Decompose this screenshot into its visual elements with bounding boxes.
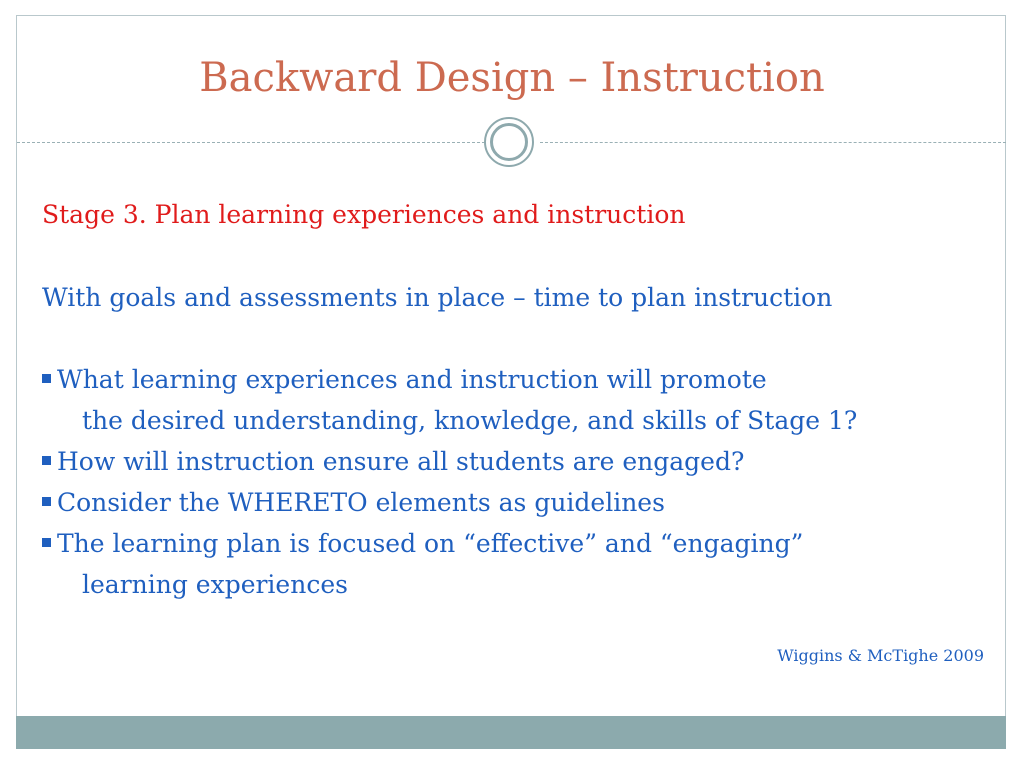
square-bullet-icon — [42, 538, 51, 547]
title-divider-left — [17, 142, 485, 143]
footer-accent-bar — [16, 716, 1006, 749]
bullet-item — [42, 482, 1002, 523]
bullet-item — [42, 359, 1002, 441]
bullet-text-continuation: learning experiences — [82, 570, 348, 599]
square-bullet-icon — [42, 497, 51, 506]
slide-title: Backward Design – Instruction — [199, 55, 825, 101]
square-bullet-icon — [42, 456, 51, 465]
bullet-text: The learning plan is focused on “effective” and “engaging” — [57, 529, 804, 558]
bullet-text: How will instruction ensure all students are engaged? — [57, 447, 745, 476]
intro-line: With goals and assessments in place – time to plan instruction — [42, 283, 833, 312]
stage-heading: Stage 3. Plan learning experiences and instruction — [42, 200, 686, 229]
square-bullet-icon — [42, 374, 51, 383]
bullet-text: Consider the WHERETO elements as guidelines — [57, 488, 665, 517]
ring-ornament-icon — [484, 117, 534, 167]
bullet-item — [42, 441, 1002, 482]
bullet-text-continuation: the desired understanding, knowledge, and skills of Stage 1? — [82, 406, 858, 435]
citation: Wiggins & McTighe 2009 — [777, 646, 984, 665]
bullet-text: What learning experiences and instruction will promote — [57, 365, 767, 394]
ring-ornament-inner — [490, 123, 528, 161]
bullet-item — [42, 523, 1002, 605]
title-divider-right — [540, 142, 1006, 143]
bullet-list — [42, 359, 1002, 605]
